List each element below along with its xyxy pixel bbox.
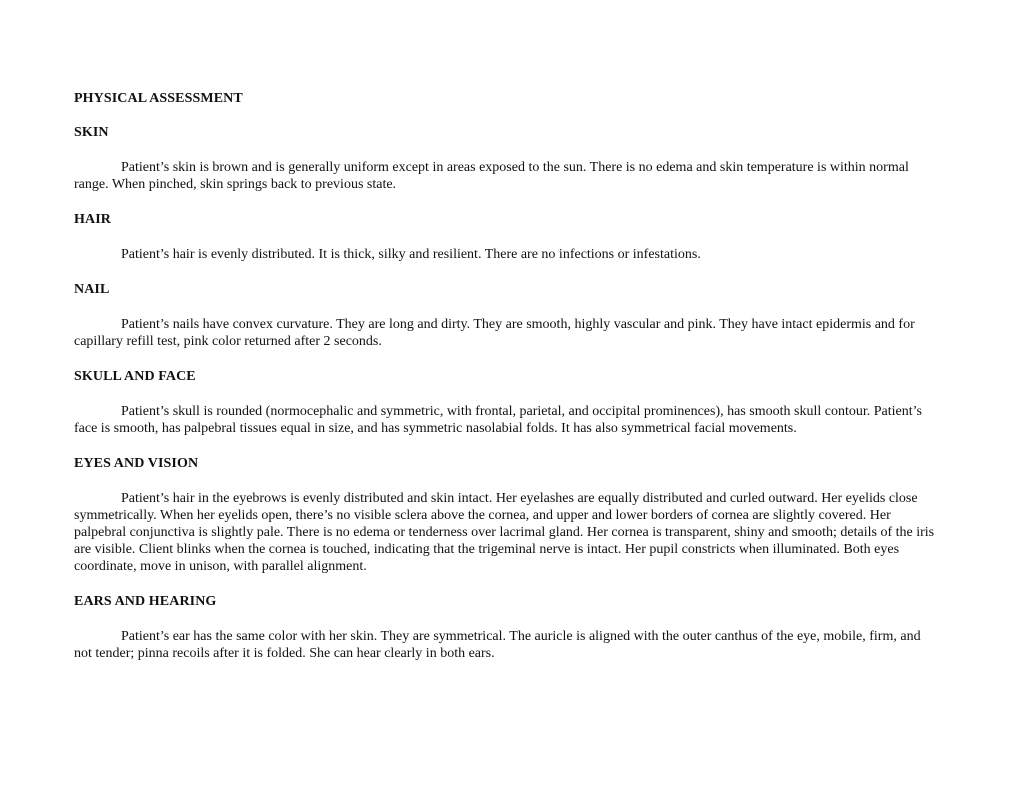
section-body-eyes-and-vision: Patient’s hair in the eyebrows is evenly distributed and skin intact. Her eyelashes are equally distributed and curled outward. Her eyelids close symmetrically. When her eyelids open, there’s no visible sclera above the cornea, and upper and lower borders of cornea are slightly covered. Her palpebral conjunctiva is slightly pale. There is no edema or tenderness over lacrimal gland. Her cornea is transparent, shiny and smooth; details of the iris are visible. Client blinks when the cornea is touched, indicating that the trigeminal nerve is intact. Her pupil constricts when illuminated. Both eyes coordinate, move in unison, with parallel alignment. xyxy=(74,491,935,574)
section-body-ears-and-hearing: Patient’s ear has the same color with her skin. They are symmetrical. The auricle is aligned with the outer canthus of the eye, mobile, firm, and not tender; pinna recoils after it is folded. She can hear clearly in both ears. xyxy=(74,629,921,661)
section-hair xyxy=(74,211,936,263)
section-body-skull-and-face: Patient’s skull is rounded (normocephalic and symmetric, with frontal, parietal, and occipital prominences), has smooth skull contour. Patient’s face is smooth, has palpebral tissues equal in size, and has symmetric nasolabial folds. It has also symmetrical facial movements. xyxy=(74,404,922,436)
section-body-nail: Patient’s nails have convex curvature. They are long and dirty. They are smooth, highly vascular and pink. They have intact epidermis and for capillary refill test, pink color returned after 2 seconds. xyxy=(74,317,915,349)
document-page xyxy=(74,90,936,680)
section-nail xyxy=(74,281,936,350)
section-heading-hair: HAIR xyxy=(74,212,111,227)
section-heading-nail: NAIL xyxy=(74,282,110,297)
section-heading-ears-and-hearing: EARS AND HEARING xyxy=(74,594,217,609)
section-skull-and-face xyxy=(74,368,936,437)
section-eyes-and-vision xyxy=(74,455,936,575)
section-body-skin: Patient’s skin is brown and is generally uniform except in areas exposed to the sun. There is no edema and skin temperature is within normal range. When pinched, skin springs back to previous state. xyxy=(74,160,909,192)
section-ears-and-hearing xyxy=(74,593,936,662)
document-title: PHYSICAL ASSESSMENT xyxy=(74,91,243,106)
section-heading-skin: SKIN xyxy=(74,125,109,140)
section-body-hair: Patient’s hair is evenly distributed. It is thick, silky and resilient. There are no infections or infestations. xyxy=(121,247,701,262)
section-heading-eyes-and-vision: EYES AND VISION xyxy=(74,456,199,471)
section-skin xyxy=(74,124,936,193)
section-heading-skull-and-face: SKULL AND FACE xyxy=(74,369,196,384)
